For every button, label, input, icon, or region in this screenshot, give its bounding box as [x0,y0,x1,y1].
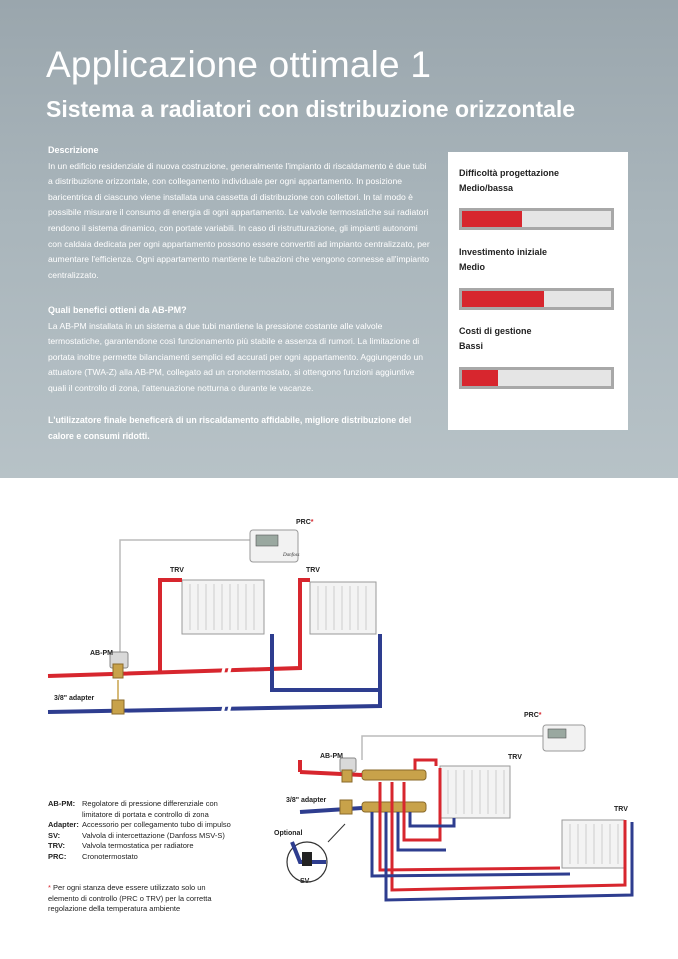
prc-thermostat-icon [250,530,299,562]
ab-pm-valve-icon [340,758,356,814]
manifold-return [362,802,426,812]
ab-pm-valve-icon [110,652,128,714]
label-abpm-bottom: AB-PM [320,753,343,760]
label-adapter-top: 3/8" adapter [54,695,95,702]
legend-item: Adapter: Accessorio per collegamento tubo di impulso [48,820,231,829]
top-diagram [48,530,380,714]
label-sv: SV [300,878,310,885]
label-trv-top-2: TRV [306,567,320,574]
label-prc-bottom: PRC* [524,712,542,719]
radiator-icon [182,580,264,634]
page-title: Applicazione ottimale 1 [46,44,432,85]
rating-bar-running-costs [459,367,614,389]
description-section [48,143,433,283]
legend-item: PRC: Cronotermostato [48,851,138,861]
rating-label-design: Difficoltà progettazione Medio/bassa [459,168,560,193]
footnote: * Per ogni stanza deve essere utilizzato solo un elemento di controllo (PRC o TRV) per la corretta regolazione della temperatura ambiente [48,883,212,913]
rating-label-investment: Investimento iniziale Medio [459,247,548,272]
ratings-panel [448,152,628,430]
label-prc-top: PRC* [296,519,314,526]
rating-bar-investment [459,288,614,310]
legend-item: TRV: Valvola termostatica per radiatore [48,841,194,850]
svg-text:Danfoss: Danfoss [283,553,300,558]
radiator-icon [310,582,376,634]
conclusion-text: L'utilizzatore finale beneficerà di un riscaldamento affidabile, migliore distribuzione del calore e consumi ridotti. [48,415,412,441]
radiator-icon [562,820,624,868]
legend [48,799,232,862]
benefits-section [48,303,433,397]
benefits-body: La AB-PM installata in un sistema a due tubi mantiene la pressione costante alle valvole termostatiche, garantendone così funzionamento più stabile e assenza di rumori. La limitazione di portata inoltre permette bilanciamenti semplici ed accurati per ogni appartamento. Aggiungendo un attuatore (TWA-Z) alla AB-PM, collegato ad un cronotermostato, si ottengono funzioni aggiuntive quali il controllo di zona, l'attenuazione notturna o durante le vacanze. [48,320,424,393]
header-banner [0,0,678,478]
label-adapter-bottom: 3/8" adapter [286,797,327,804]
description-heading: Descrizione [48,145,99,155]
benefits-heading: Quali benefici ottieni da AB-PM? [48,305,187,315]
label-trv-top-1: TRV [170,567,184,574]
label-trv-bottom-2: TRV [614,806,628,813]
legend-item: SV: Valvola di intercettazione (Danfoss MSV-S) [48,830,225,840]
label-optional: Optional [274,830,303,837]
label-abpm-top: AB-PM [90,650,113,657]
radiator-icon [440,766,510,818]
legend-item: AB-PM: Regolatore di pressione differenziale con limitatore di portata e controllo di zona [48,799,218,819]
bottom-diagram [287,725,632,900]
prc-thermostat-icon [543,725,585,751]
label-trv-bottom-1: TRV [508,754,522,761]
page-subtitle: Sistema a radiatori con distribuzione orizzontale [46,96,576,122]
rating-label-running-costs: Costi di gestione Bassi [459,326,532,351]
manifold-supply [362,770,426,780]
description-body: In un edificio residenziale di nuova costruzione, generalmente l'impianto di riscaldamento è due tubi a distribuzione orizzontale, con collegamento individuale per ogni appartamento. In posizione baricentrica di ciascuno viene installata una cassetta di distribuzione con collettori. In tal modo è possibile misurare il consumo di energia di ogni appartamento. Le valvole termostatiche sui radiatori rendono il sistema dinamico, con portate variabili. In caso di ristrutturazione, gli impianti autonomi con caldaia dedicata per ogni appartamento possono essere convertiti ad impianto centralizzato, per aumentare l'efficienza. Ogni appartamento mantiene le tubazioni che vengono connesse all'impianto centralizzato. [48,160,430,280]
rating-bar-design [459,208,614,230]
